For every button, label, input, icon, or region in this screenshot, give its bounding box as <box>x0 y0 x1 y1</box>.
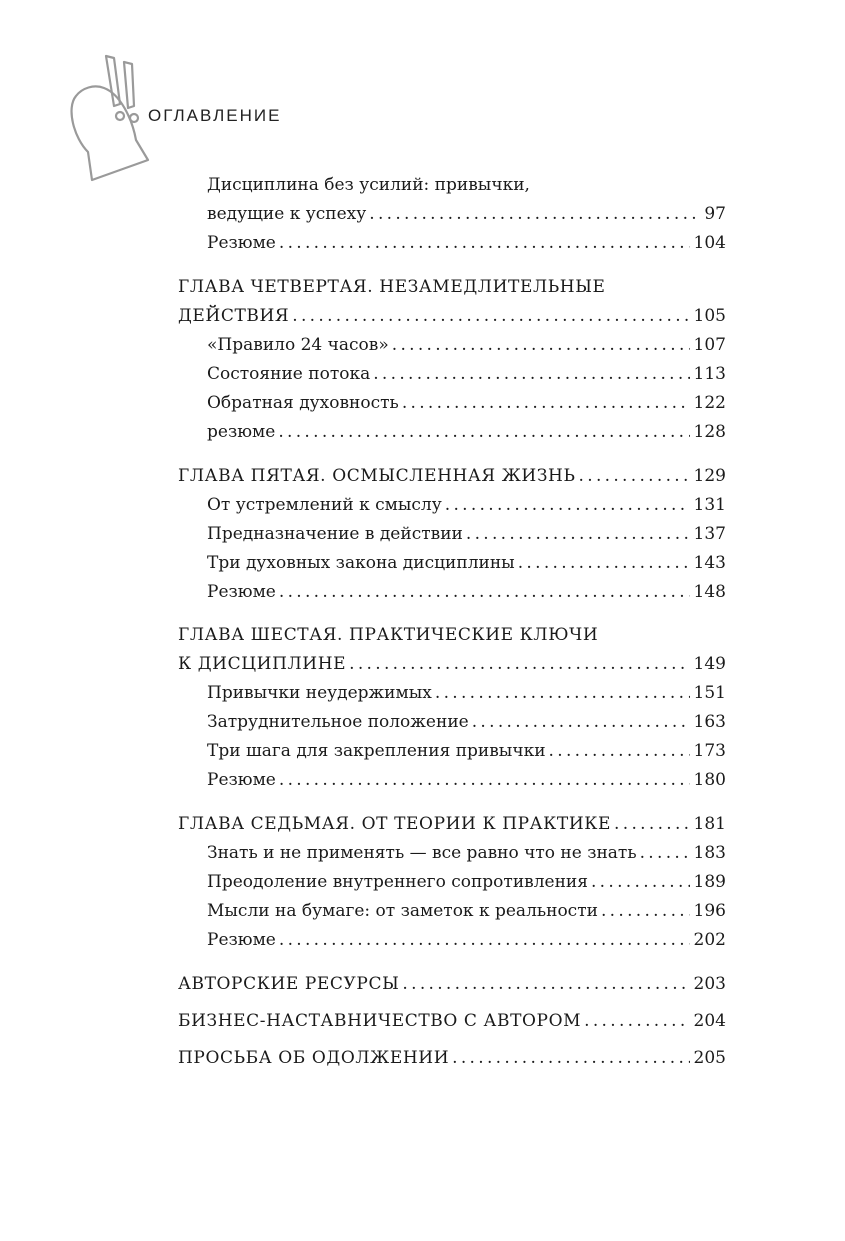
toc-chapter[interactable] <box>178 650 726 678</box>
toc-entry[interactable] <box>207 839 726 867</box>
page-number: 148 <box>693 582 726 602</box>
entry-title: Знать и не применять — все равно что не знать <box>207 843 637 863</box>
page-number: 105 <box>693 306 726 326</box>
entry-title: Преодоление внутреннего сопротивления <box>207 872 588 892</box>
entry-title: Три духовных закона дисциплины <box>207 553 515 573</box>
toc-entry[interactable] <box>207 766 726 794</box>
page-number: 97 <box>704 204 726 224</box>
entry-title: ведущие к успеху <box>207 204 367 224</box>
toc-chapter[interactable] <box>178 1007 726 1035</box>
page-number: 180 <box>693 770 726 790</box>
chapter-title-line1: ГЛАВА ШЕСТАЯ. ПРАКТИЧЕСКИЕ КЛЮЧИ <box>178 625 599 645</box>
page-number: 181 <box>693 814 726 834</box>
toc-entry[interactable] <box>207 549 726 577</box>
chapter-title: ГЛАВА СЕДЬМАЯ. ОТ ТЕОРИИ К ПРАКТИКЕ <box>178 814 612 834</box>
toc-chapter[interactable] <box>178 302 726 330</box>
toc-entry[interactable] <box>207 200 726 228</box>
entry-title: Обратная духовность <box>207 393 399 413</box>
toc-entry[interactable] <box>207 737 726 765</box>
page-number: 203 <box>693 974 726 994</box>
page-number: 128 <box>693 422 726 442</box>
toc-entry[interactable] <box>207 520 726 548</box>
toc-entry[interactable] <box>207 868 726 896</box>
toc-entry-line1: Дисциплина без усилий: привычки, <box>207 175 530 195</box>
page-number: 189 <box>693 872 726 892</box>
page-number: 122 <box>693 393 726 413</box>
chapter-title: БИЗНЕС-НАСТАВНИЧЕСТВО С АВТОРОМ <box>178 1011 582 1031</box>
toc-entry[interactable] <box>207 578 726 606</box>
entry-title: «Правило 24 часов» <box>207 335 389 355</box>
toc-entry[interactable] <box>207 229 726 257</box>
entry-title: Резюме <box>207 233 276 253</box>
toc-entry[interactable] <box>207 708 726 736</box>
entry-title: Мысли на бумаге: от заметок к реальности <box>207 901 598 921</box>
toc-chapter[interactable] <box>178 462 726 490</box>
page-title: ОГЛАВЛЕНИЕ <box>148 106 282 125</box>
toc-entry[interactable] <box>207 679 726 707</box>
entry-title: Затруднительное положение <box>207 712 469 732</box>
page-number: 104 <box>693 233 726 253</box>
entry-title: Три шага для закрепления привычки <box>207 741 546 761</box>
page-number: 183 <box>693 843 726 863</box>
bell-exclamation-icon <box>62 48 162 193</box>
page-number: 196 <box>693 901 726 921</box>
entry-title: Резюме <box>207 930 276 950</box>
page-number: 151 <box>693 683 726 703</box>
page-number: 173 <box>693 741 726 761</box>
page-number: 202 <box>693 930 726 950</box>
toc-entry[interactable] <box>207 418 726 446</box>
entry-title: Состояние потока <box>207 364 371 384</box>
page-number: 205 <box>693 1048 726 1068</box>
page-number: 143 <box>693 553 726 573</box>
chapter-title: К ДИСЦИПЛИНЕ <box>178 654 347 674</box>
toc-chapter[interactable] <box>178 1044 726 1072</box>
page-number: 131 <box>693 495 726 515</box>
entry-title: резюме <box>207 422 276 442</box>
page-number: 149 <box>693 654 726 674</box>
chapter-title-line1: ГЛАВА ЧЕТВЕРТАЯ. НЕЗАМЕДЛИТЕЛЬНЫЕ <box>178 277 606 297</box>
entry-title: Предназначение в действии <box>207 524 463 544</box>
toc-entry[interactable] <box>207 389 726 417</box>
toc-entry[interactable] <box>207 331 726 359</box>
entry-title: Привычки неудержимых <box>207 683 432 703</box>
chapter-title: ДЕЙСТВИЯ <box>178 306 290 326</box>
entry-title: Резюме <box>207 582 276 602</box>
toc-entry[interactable] <box>207 926 726 954</box>
page-number: 163 <box>693 712 726 732</box>
toc-chapter[interactable] <box>178 970 726 998</box>
page-number: 129 <box>693 466 726 486</box>
chapter-title: АВТОРСКИЕ РЕСУРСЫ <box>178 974 400 994</box>
toc-entry[interactable] <box>207 491 726 519</box>
page-number: 107 <box>693 335 726 355</box>
toc-chapter[interactable] <box>178 810 726 838</box>
toc-entry[interactable] <box>207 360 726 388</box>
toc-entry[interactable] <box>207 897 726 925</box>
chapter-title: ПРОСЬБА ОБ ОДОЛЖЕНИИ <box>178 1048 450 1068</box>
page-number: 204 <box>693 1011 726 1031</box>
page-number: 113 <box>693 364 726 384</box>
page-number: 137 <box>693 524 726 544</box>
chapter-title: ГЛАВА ПЯТАЯ. ОСМЫСЛЕННАЯ ЖИЗНЬ <box>178 466 576 486</box>
entry-title: Резюме <box>207 770 276 790</box>
entry-title: От устремлений к смыслу <box>207 495 442 515</box>
